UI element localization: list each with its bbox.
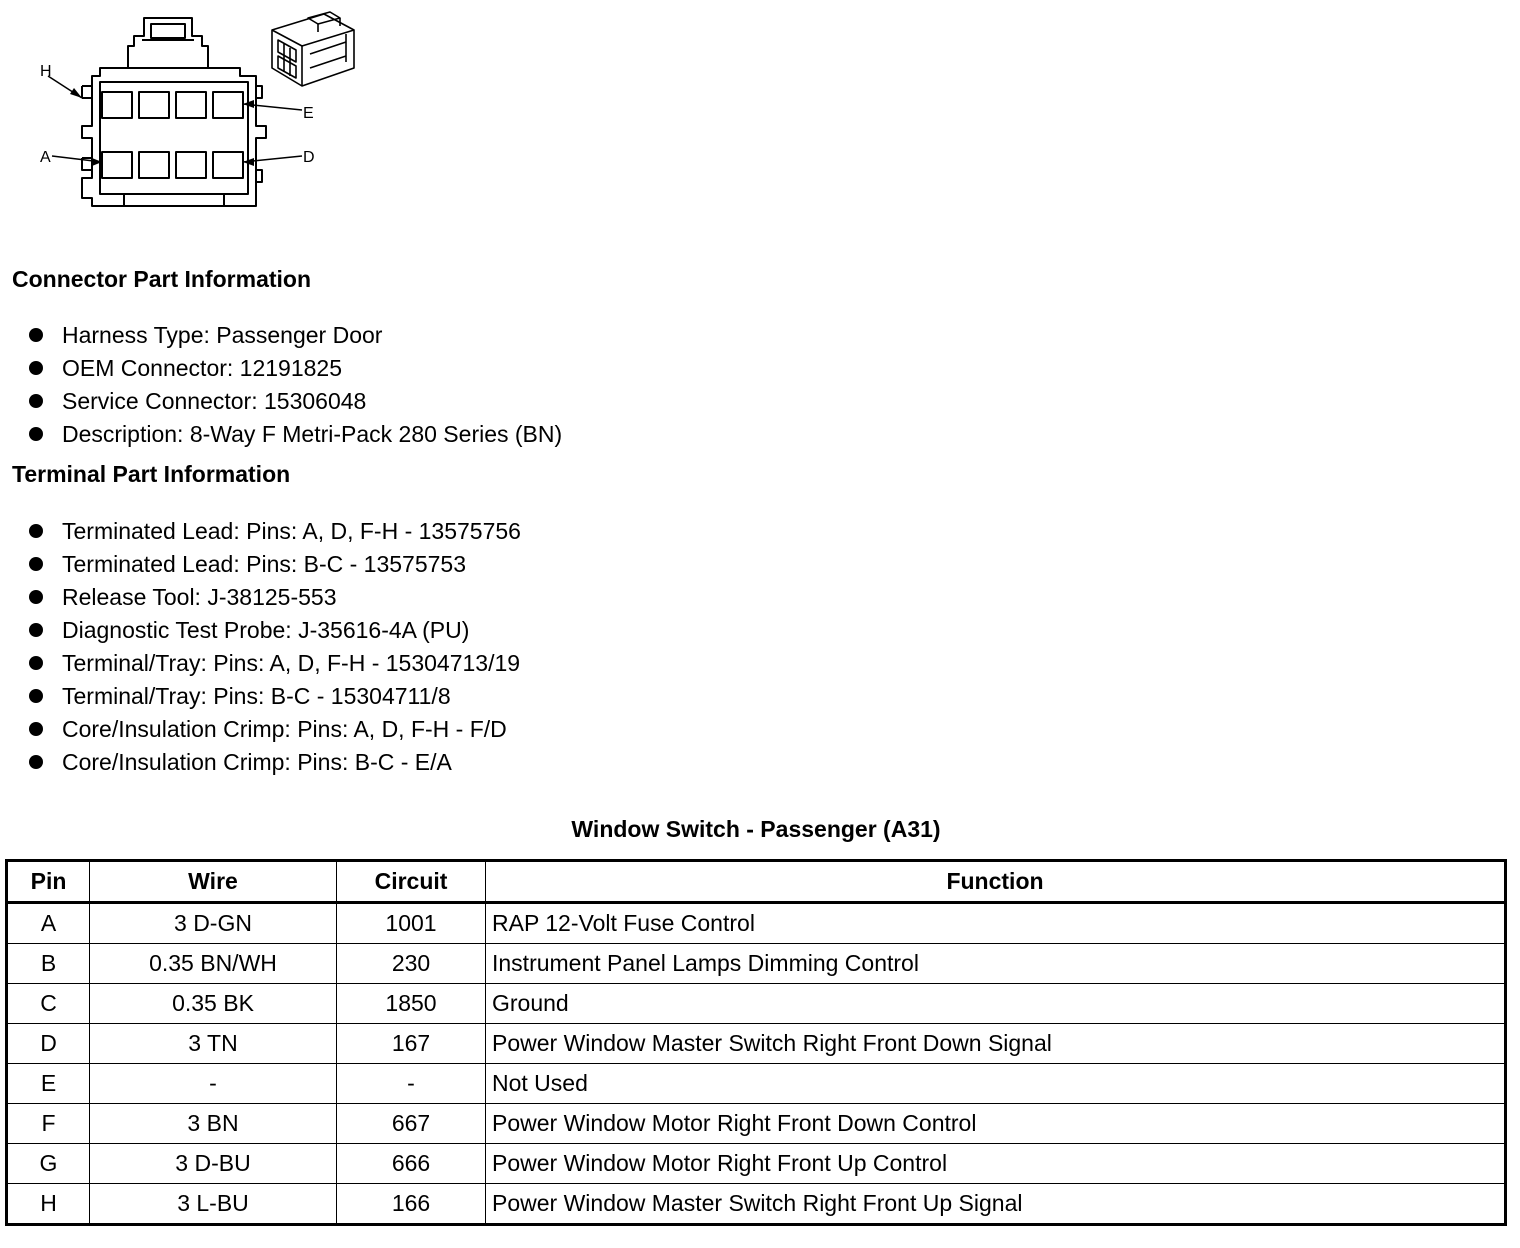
list-item: Service Connector: 15306048 — [28, 386, 562, 419]
table-row — [7, 1024, 1506, 1064]
cell-pin: C — [7, 984, 90, 1024]
cell-wire: 3 BN — [90, 1104, 337, 1144]
label-pin-a: A — [40, 149, 51, 166]
cell-wire: 3 D-BU — [90, 1144, 337, 1184]
label-pin-d: D — [303, 149, 315, 166]
cell-pin: G — [7, 1144, 90, 1184]
list-item: Core/Insulation Crimp: Pins: B-C - E/A — [28, 747, 521, 780]
cell-circuit: 1850 — [337, 984, 486, 1024]
cell-wire: 3 L-BU — [90, 1184, 337, 1225]
list-item: Description: 8-Way F Metri-Pack 280 Series (BN) — [28, 419, 562, 452]
table-row — [7, 903, 1506, 944]
cell-function: Instrument Panel Lamps Dimming Control — [486, 944, 1506, 984]
terminal-info-title: Terminal Part Information — [12, 461, 291, 487]
cell-circuit: 230 — [337, 944, 486, 984]
cell-pin: E — [7, 1064, 90, 1104]
cell-pin: H — [7, 1184, 90, 1225]
cell-circuit: 1001 — [337, 903, 486, 944]
bullet-icon — [29, 394, 43, 408]
cell-function: Not Used — [486, 1064, 1506, 1104]
list-item: Terminated Lead: Pins: B-C - 13575753 — [28, 549, 521, 582]
cell-circuit: 666 — [337, 1144, 486, 1184]
connector-info-list — [28, 320, 562, 452]
bullet-icon — [29, 427, 43, 441]
bullet-icon — [29, 557, 43, 571]
cell-function: Power Window Master Switch Right Front Down Signal — [486, 1024, 1506, 1064]
header-pin: Pin — [7, 861, 90, 903]
table-row — [7, 1104, 1506, 1144]
cell-circuit: 667 — [337, 1104, 486, 1144]
cell-wire: 0.35 BN/WH — [90, 944, 337, 984]
header-circuit: Circuit — [337, 861, 486, 903]
cell-function: Ground — [486, 984, 1506, 1024]
header-wire: Wire — [90, 861, 337, 903]
list-item: Release Tool: J-38125-553 — [28, 582, 521, 615]
cell-wire: - — [90, 1064, 337, 1104]
cell-function: Power Window Master Switch Right Front Up Signal — [486, 1184, 1506, 1225]
cell-pin: D — [7, 1024, 90, 1064]
bullet-icon — [29, 361, 43, 375]
bullet-icon — [29, 656, 43, 670]
table-row — [7, 1064, 1506, 1104]
list-item: Terminated Lead: Pins: A, D, F-H - 13575756 — [28, 516, 521, 549]
list-item: Diagnostic Test Probe: J-35616-4A (PU) — [28, 615, 521, 648]
cell-circuit: 167 — [337, 1024, 486, 1064]
bullet-icon — [29, 623, 43, 637]
cell-wire: 0.35 BK — [90, 984, 337, 1024]
cell-function: Power Window Motor Right Front Down Control — [486, 1104, 1506, 1144]
label-pin-e: E — [303, 105, 314, 122]
table-row — [7, 944, 1506, 984]
connector-diagram — [30, 10, 370, 220]
list-item: Core/Insulation Crimp: Pins: A, D, F-H - F/D — [28, 714, 521, 747]
bullet-icon — [29, 755, 43, 769]
pin-table — [5, 859, 1507, 1226]
cell-function: Power Window Motor Right Front Up Control — [486, 1144, 1506, 1184]
table-row — [7, 1144, 1506, 1184]
label-pin-h: H — [40, 63, 52, 80]
connector-face-drawing — [30, 10, 370, 220]
cell-wire: 3 TN — [90, 1024, 337, 1064]
list-item: Terminal/Tray: Pins: B-C - 15304711/8 — [28, 681, 521, 714]
cell-circuit: - — [337, 1064, 486, 1104]
cell-function: RAP 12-Volt Fuse Control — [486, 903, 1506, 944]
bullet-icon — [29, 328, 43, 342]
cell-circuit: 166 — [337, 1184, 486, 1225]
list-item: Harness Type: Passenger Door — [28, 320, 562, 353]
bullet-icon — [29, 689, 43, 703]
cell-pin: B — [7, 944, 90, 984]
list-item: Terminal/Tray: Pins: A, D, F-H - 15304713/19 — [28, 648, 521, 681]
header-function: Function — [486, 861, 1506, 903]
bullet-icon — [29, 524, 43, 538]
bullet-icon — [29, 590, 43, 604]
terminal-info-list — [28, 516, 521, 780]
cell-wire: 3 D-GN — [90, 903, 337, 944]
cell-pin: A — [7, 903, 90, 944]
bullet-icon — [29, 722, 43, 736]
table-row — [7, 984, 1506, 1024]
connector-info-title: Connector Part Information — [12, 266, 312, 292]
table-header-row — [7, 861, 1506, 903]
table-row — [7, 1184, 1506, 1225]
list-item: OEM Connector: 12191825 — [28, 353, 562, 386]
cell-pin: F — [7, 1104, 90, 1144]
pin-table-title: Window Switch - Passenger (A31) — [571, 816, 941, 842]
